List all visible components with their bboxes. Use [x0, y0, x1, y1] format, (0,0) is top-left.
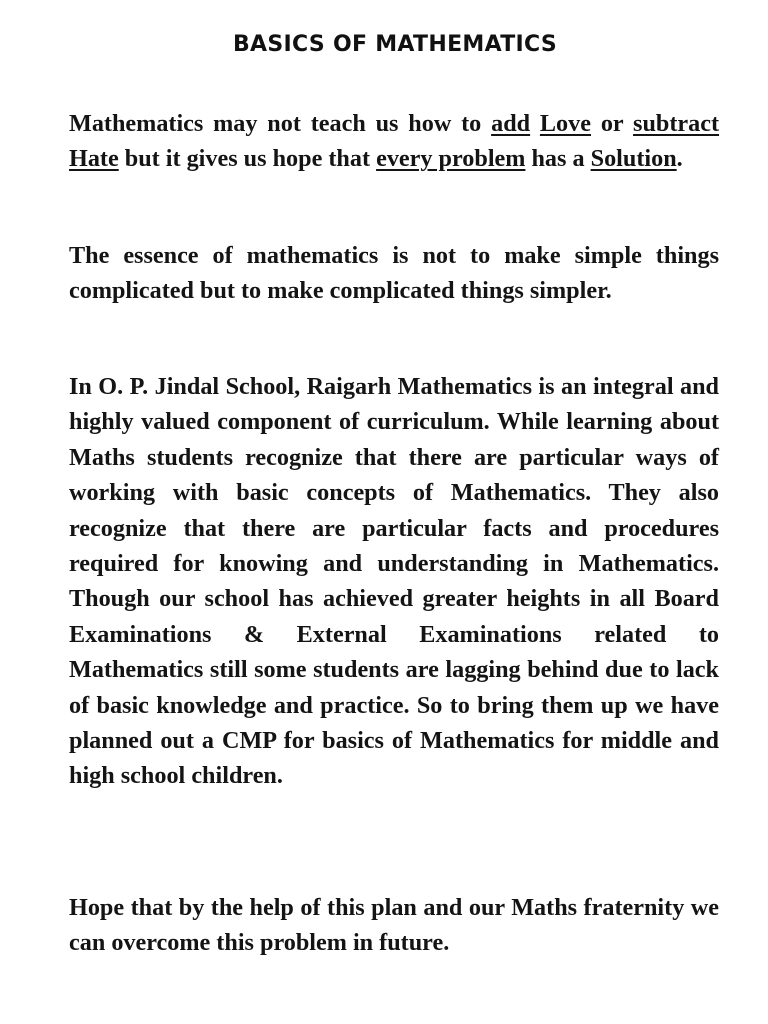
- underlined-phrase-every-problem: every problem: [376, 145, 526, 173]
- intro-text-4: has a: [531, 145, 585, 173]
- underlined-word-solution: Solution: [590, 145, 677, 173]
- paragraph-essence: The essence of mathematics is not to make simple things complicated but to make complicated things simpler.: [69, 242, 719, 305]
- paragraph-intro-quote: [69, 106, 719, 177]
- paragraph-school-cmp: In O. P. Jindal School, Raigarh Mathematics is an integral and highly valued component of curriculum. While learning about Maths students recognize that there are particular ways of working with basic concepts of Mathematics. They also recognize that there are particular facts and procedures required for knowing and understanding in Mathematics. Though our school has achieved greater heights in all Board Examinations & External Examinations related to Mathematics still some students are lagging behind due to lack of basic knowledge and practice. So to bring them up we have planned out a CMP for basics of Mathematics for middle and high school children.: [69, 373, 719, 790]
- intro-text-5: .: [676, 145, 683, 173]
- document-title: BASICS OF MATHEMATICS: [232, 32, 558, 57]
- underlined-word-add: add: [491, 110, 531, 137]
- intro-text-3: but it gives us hope that: [124, 145, 371, 173]
- intro-text-2: or: [600, 110, 624, 137]
- underlined-word-hate: Hate: [69, 145, 119, 173]
- paragraph-closing-hope: Hope that by the help of this plan and our Maths fraternity we can overcome this problem in future.: [69, 894, 719, 957]
- underlined-word-subtract: subtract: [633, 110, 720, 137]
- intro-text-1: Mathematics may not teach us how to: [69, 110, 482, 137]
- underlined-word-love: Love: [539, 110, 591, 137]
